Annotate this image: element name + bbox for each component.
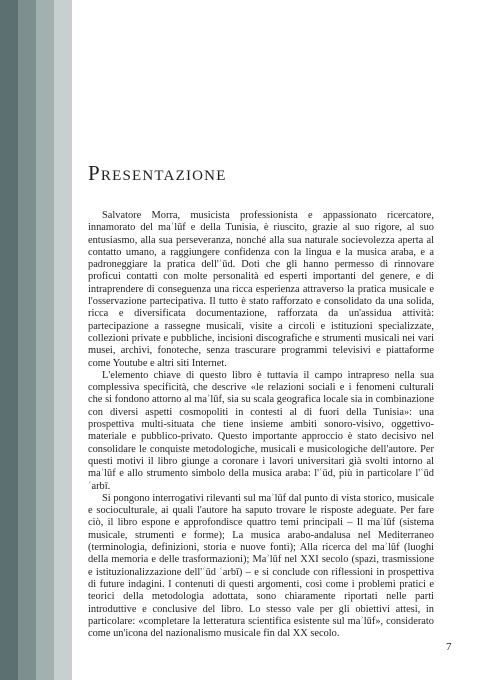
paragraph: Si pongono interrogativi rilevanti sul maʾlūf dal punto di vista storico, musicale e socioculturale, ai quali l'autore ha saputo trovare le risposte adeguate. Per fare ciò, il libro espone e approfondisce quattro temi principali – Il maʾlūf (sistema musicale, strumenti e forme); La musica arabo-andalusa nel Mediterraneo (terminologia, definizioni, storia e nuove fonti); Alla ricerca del maʾlūf (luoghi della memoria e delle trasformazioni); Maʾlūf nel XXI secolo (spazi, trasmissione e istituzionalizzazione dell'ʿūd ʿarbī) – e si conclude con riflessioni in prospettiva di future indagini. I contenuti di questi argomenti, così come i problemi pratici e teorici della metodologia adottata, sono chiaramente riportati nelle parti introduttive e conclusive del libro. Lo stesso vale per gli obiettivi attesi, in particolare: «completare la letteratura scientifica esistente sul maʾlūf», considerato come un'icona del nazionalismo musicale fin dal XX secolo. (88, 492, 434, 640)
section-title: Presentazione (88, 161, 227, 185)
body-text (88, 210, 434, 640)
paragraph: L'elemento chiave di questo libro è tuttavia il campo intrapreso nella sua complessiva specificità, che descrive «le relazioni sociali e i fenomeni culturali che si fondono attorno al maʾlūf, sia su scala geografica locale sia in combinazione con diversi aspetti cosmopoliti in contesti al di fuori della Tunisia»: una prospettiva multi-situata che tiene insieme ambiti sonoro-visivo, oggettivo-materiale e pubblico-privato. Questo importante approccio è stato decisivo nel consolidare le conquiste metodologiche, musicali e musicologiche dell'autore. Per questi motivi il libro giunge a coronare i lavori universitari già svolti intorno al maʾlūf e allo strumento simbolo della musica araba: l'ʿūd, più in particolare l'ʿūd ʿarbī. (88, 369, 434, 492)
page-number: 7 (446, 641, 452, 653)
decorative-side-stripes (0, 0, 72, 680)
stripe-dark (0, 0, 18, 680)
paragraph: Salvatore Morra, musicista professionista e appassionato ricercatore, innamorato del maʾlūf e della Tunisia, è riuscito, grazie al suo rigore, al suo entusiasmo, alla sua perseveranza, nonché alla sua naturale socievolezza aperta al contatto umano, a raggiungere confidenza con la lingua e la musica araba, e a padroneggiare la pratica dell'ʿūd. Doti che gli hanno permesso di rinnovare proficui contatti con molte personalità ed esperti importanti del genere, e di intraprendere di conseguenza una ricca esperienza attraverso la pratica musicale e l'osservazione partecipativa. Il tutto è stato rafforzato e consolidato da una solida, ricca e diversificata documentazione, rafforzata da un'assidua attività: partecipazione a rassegne musicali, visite a circoli e istituzioni specializzate, collezioni private e pubbliche, incisioni discografiche e strumenti musicali nei vari musei, archivi, fonoteche, senza trascurare programmi televisivi e piattaforme come Youtube e altri siti Internet. (88, 210, 434, 369)
stripe-light (54, 0, 72, 680)
stripe-medium-dark (18, 0, 36, 680)
stripe-medium-light (36, 0, 54, 680)
